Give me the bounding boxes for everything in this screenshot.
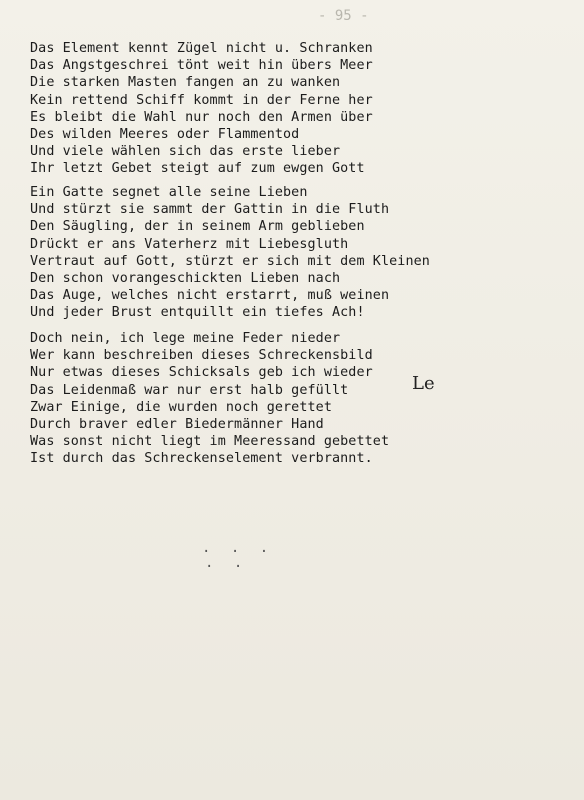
- poem-line: Und viele wählen sich das erste lieber: [30, 144, 341, 160]
- separator-dots-2: . .: [205, 555, 249, 571]
- poem-line: Drückt er ans Vaterherz mit Liebesgluth: [30, 236, 349, 252]
- poem-line: Den schon vorangeschickten Lieben nach: [30, 271, 341, 287]
- poem-line: Zwar Einige, die wurden noch gerettet: [30, 399, 332, 415]
- poem-line: Und jeder Brust entquillt ein tiefes Ach!: [30, 305, 365, 321]
- poem-line: Des wilden Meeres oder Flammentod: [30, 127, 300, 143]
- poem-line: Den Säugling, der in seinem Arm geblieben: [30, 219, 365, 235]
- poem-line: Ein Gatte segnet alle seine Lieben: [30, 185, 308, 200]
- poem-line: Ist durch das Schreckenselement verbrannt.: [30, 451, 373, 467]
- poem-line: Die starken Masten fangen an zu wanken: [30, 75, 341, 91]
- poem-line: Das Angstgeschrei tönt weit hin übers Meer: [30, 58, 373, 74]
- poem-stanza-2: [30, 184, 550, 322]
- poem-line: Es bleibt die Wahl nur noch den Armen über: [30, 109, 373, 125]
- poem-stanza-1: [30, 40, 550, 178]
- poem-line: Nur etwas dieses Schicksals geb ich wieder: [30, 365, 373, 381]
- poem-line: Das Element kennt Zügel nicht u. Schranken: [30, 41, 373, 56]
- poem-line: Was sonst nicht liegt im Meeressand gebettet: [30, 434, 390, 450]
- poem-line: Doch nein, ich lege meine Feder nieder: [30, 331, 341, 346]
- poem-stanza-3: [30, 330, 550, 468]
- poem-line: Kein rettend Schiff kommt in der Ferne her: [30, 92, 373, 108]
- handwritten-annotation: Le: [412, 373, 435, 394]
- page-marker: - 95 -: [318, 8, 369, 24]
- poem-line: Und stürzt sie sammt der Gattin in die Fluth: [30, 202, 390, 218]
- poem-line: Wer kann beschreiben dieses Schreckensbild: [30, 348, 373, 364]
- poem-line: Vertraut auf Gott, stürzt er sich mit dem Kleinen: [30, 253, 430, 269]
- separator-dots: . . .: [202, 540, 275, 556]
- poem-line: Das Leidenmaß war nur erst halb gefüllt: [30, 382, 349, 398]
- poem-line: Ihr letzt Gebet steigt auf zum ewgen Gott: [30, 161, 365, 177]
- poem-line: Das Auge, welches nicht erstarrt, muß weinen: [30, 288, 390, 304]
- poem-line: Durch braver edler Biedermänner Hand: [30, 417, 324, 433]
